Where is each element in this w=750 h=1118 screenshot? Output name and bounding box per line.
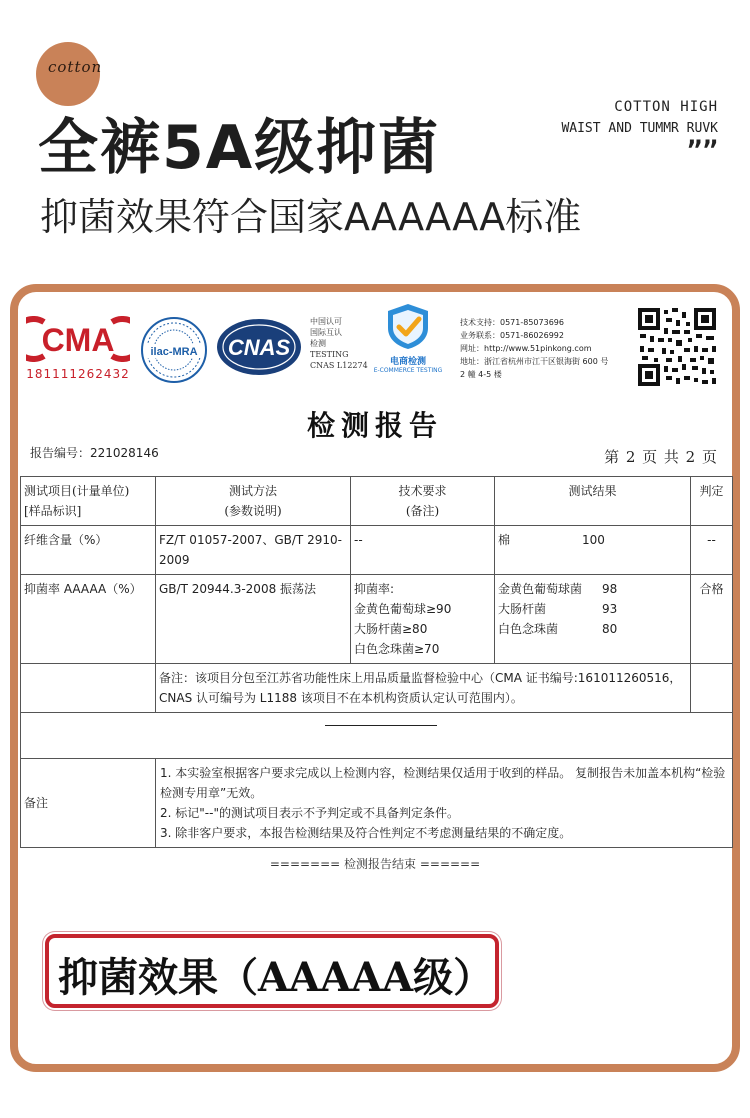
header-requirement [351,477,495,526]
note-item: 1. 本实验室根据客户要求完成以上检测内容，检测结果仅适用于收到的样品。 复制报告未加盖本机构“检验检测专用章”无效。 [160,766,726,800]
header-method-sub: (参数说明) [224,504,282,518]
ecommerce-testing-logo [372,302,444,374]
deco-line-2: WAIST AND TUMMR RUVK [561,121,718,136]
spacer-row [21,713,733,759]
badge-label: cotton [48,58,103,76]
fiber-requirement: -- [351,526,495,575]
cma-mark-icon [26,316,130,362]
header-judgement [691,477,733,526]
deco-line-1: COTTON HIGH [614,99,718,115]
fiber-result-name: 棉 [498,533,511,547]
cnas-logo [216,318,302,376]
table-row [21,575,733,664]
cert-line: 国际互认 [310,328,342,337]
antibacterial-requirement [351,575,495,664]
blank-cell [691,664,733,713]
result-value: 80 [602,622,618,636]
notes-row [21,759,733,848]
page-number: 第 2 页 共 2 页 [604,448,718,466]
page-title: 全裤5A级抑菌 [38,113,441,183]
result-value: 93 [602,602,618,616]
notes-label: 备注 [21,759,156,848]
result-value: 98 [602,582,618,596]
header-method-label: 测试方法 [228,484,277,498]
result-line [498,619,687,639]
fiber-result [495,526,691,575]
result-line [498,579,687,599]
table-row [21,526,733,575]
result-line [498,599,687,619]
header-item-label: 测试项目(计量单位) [24,484,130,498]
fiber-result-value: 100 [582,533,605,547]
quote-mark: ”” [686,136,718,166]
note-item: 3. 除非客户要求，本报告检测结果及符合性判定不考虑测量结果的不确定度。 [160,826,572,840]
antibacterial-method: GB/T 20944.3-2008 振荡法 [156,575,351,664]
divider [325,725,437,726]
page-subtitle: 抑菌效果符合国家AAAAAA标准 [40,195,582,239]
header-method [156,477,351,526]
ecom-subtitle: E-COMMERCE TESTING [373,367,443,374]
req-line: 白色念珠菌≥70 [354,642,440,656]
cert-line: TESTING [310,350,349,359]
fiber-judgement: -- [691,526,733,575]
req-line: 金黄色葡萄球≥90 [354,602,452,616]
cma-number: 181111262432 [26,367,130,381]
remark-inline: 备注：该项目分包至江苏省功能性床上用品质量监督检验中心（CMA 证书编号:161011260516，CNAS 认可编号为 L1188 该项目不在本机构资质认定认可范围内）。 [156,664,691,713]
header-result-label: 测试结果 [568,484,617,498]
result-name: 大肠杆菌 [498,602,547,616]
table-header-row [21,477,733,526]
spacer-cell [21,713,733,759]
req-line: 抑菌率: [354,582,395,596]
report-end-marker: ======= 检测报告结束 ====== [269,857,481,871]
contact-line: 2 幢 4-5 楼 [460,370,502,379]
contact-line: 业务联系：0571-86026992 [460,331,564,340]
header-req-label: 技术要求 [398,484,447,498]
ilac-mra-logo [140,316,208,384]
result-name: 白色念珠菌 [498,622,559,636]
result-name: 金黄色葡萄球菌 [498,582,583,596]
header-req-sub: (备注) [405,504,440,518]
notes-cell [156,759,733,848]
accreditation-text [310,316,368,371]
cnas-text: CNAS [227,335,291,360]
ecom-title: 电商检测 [389,357,426,367]
header-judge-label: 判定 [699,484,724,498]
fiber-method: FZ/T 01057-2007、GB/T 2910-2009 [156,526,351,575]
decorative-caption [561,96,718,166]
cert-line: CNAS L12274 [310,361,368,370]
cert-line: 中国认可 [310,317,342,326]
contact-line: 技术支持：0571-85073696 [460,318,564,327]
req-line: 大肠杆菌≥80 [354,622,428,636]
ilac-text: ilac-MRA [150,346,198,358]
antibacterial-results [495,575,691,664]
cert-line: 检测 [310,339,326,348]
fiber-item: 纤维含量（%） [21,526,156,575]
report-number: 报告编号：221028146 [30,446,159,460]
cma-logo [26,316,130,381]
shield-check-icon [372,302,444,350]
header-result [495,477,691,526]
qr-code-icon[interactable] [636,306,718,388]
antibacterial-judgement: 合格 [691,575,733,664]
cma-letters: CMA [41,322,115,358]
test-results-table [20,476,733,848]
contact-line: 网址：http://www.51pinkong.com [460,344,592,353]
note-item: 2. 标记"--"的测试项目表示不予判定或不具备判定条件。 [160,806,459,820]
header-item [21,477,156,526]
contact-line: 地址：浙江省杭州市江干区银海街 600 号 [460,357,609,366]
highlight-text: 抑菌效果（AAAAA级） [58,954,494,1001]
header-item-sub: [样品标识] [24,504,82,518]
blank-cell [21,664,156,713]
remark-row [21,664,733,713]
lab-contact-info [460,316,608,381]
antibacterial-item: 抑菌率 AAAAA（%） [21,575,156,664]
report-title: 检测报告 [306,409,443,442]
